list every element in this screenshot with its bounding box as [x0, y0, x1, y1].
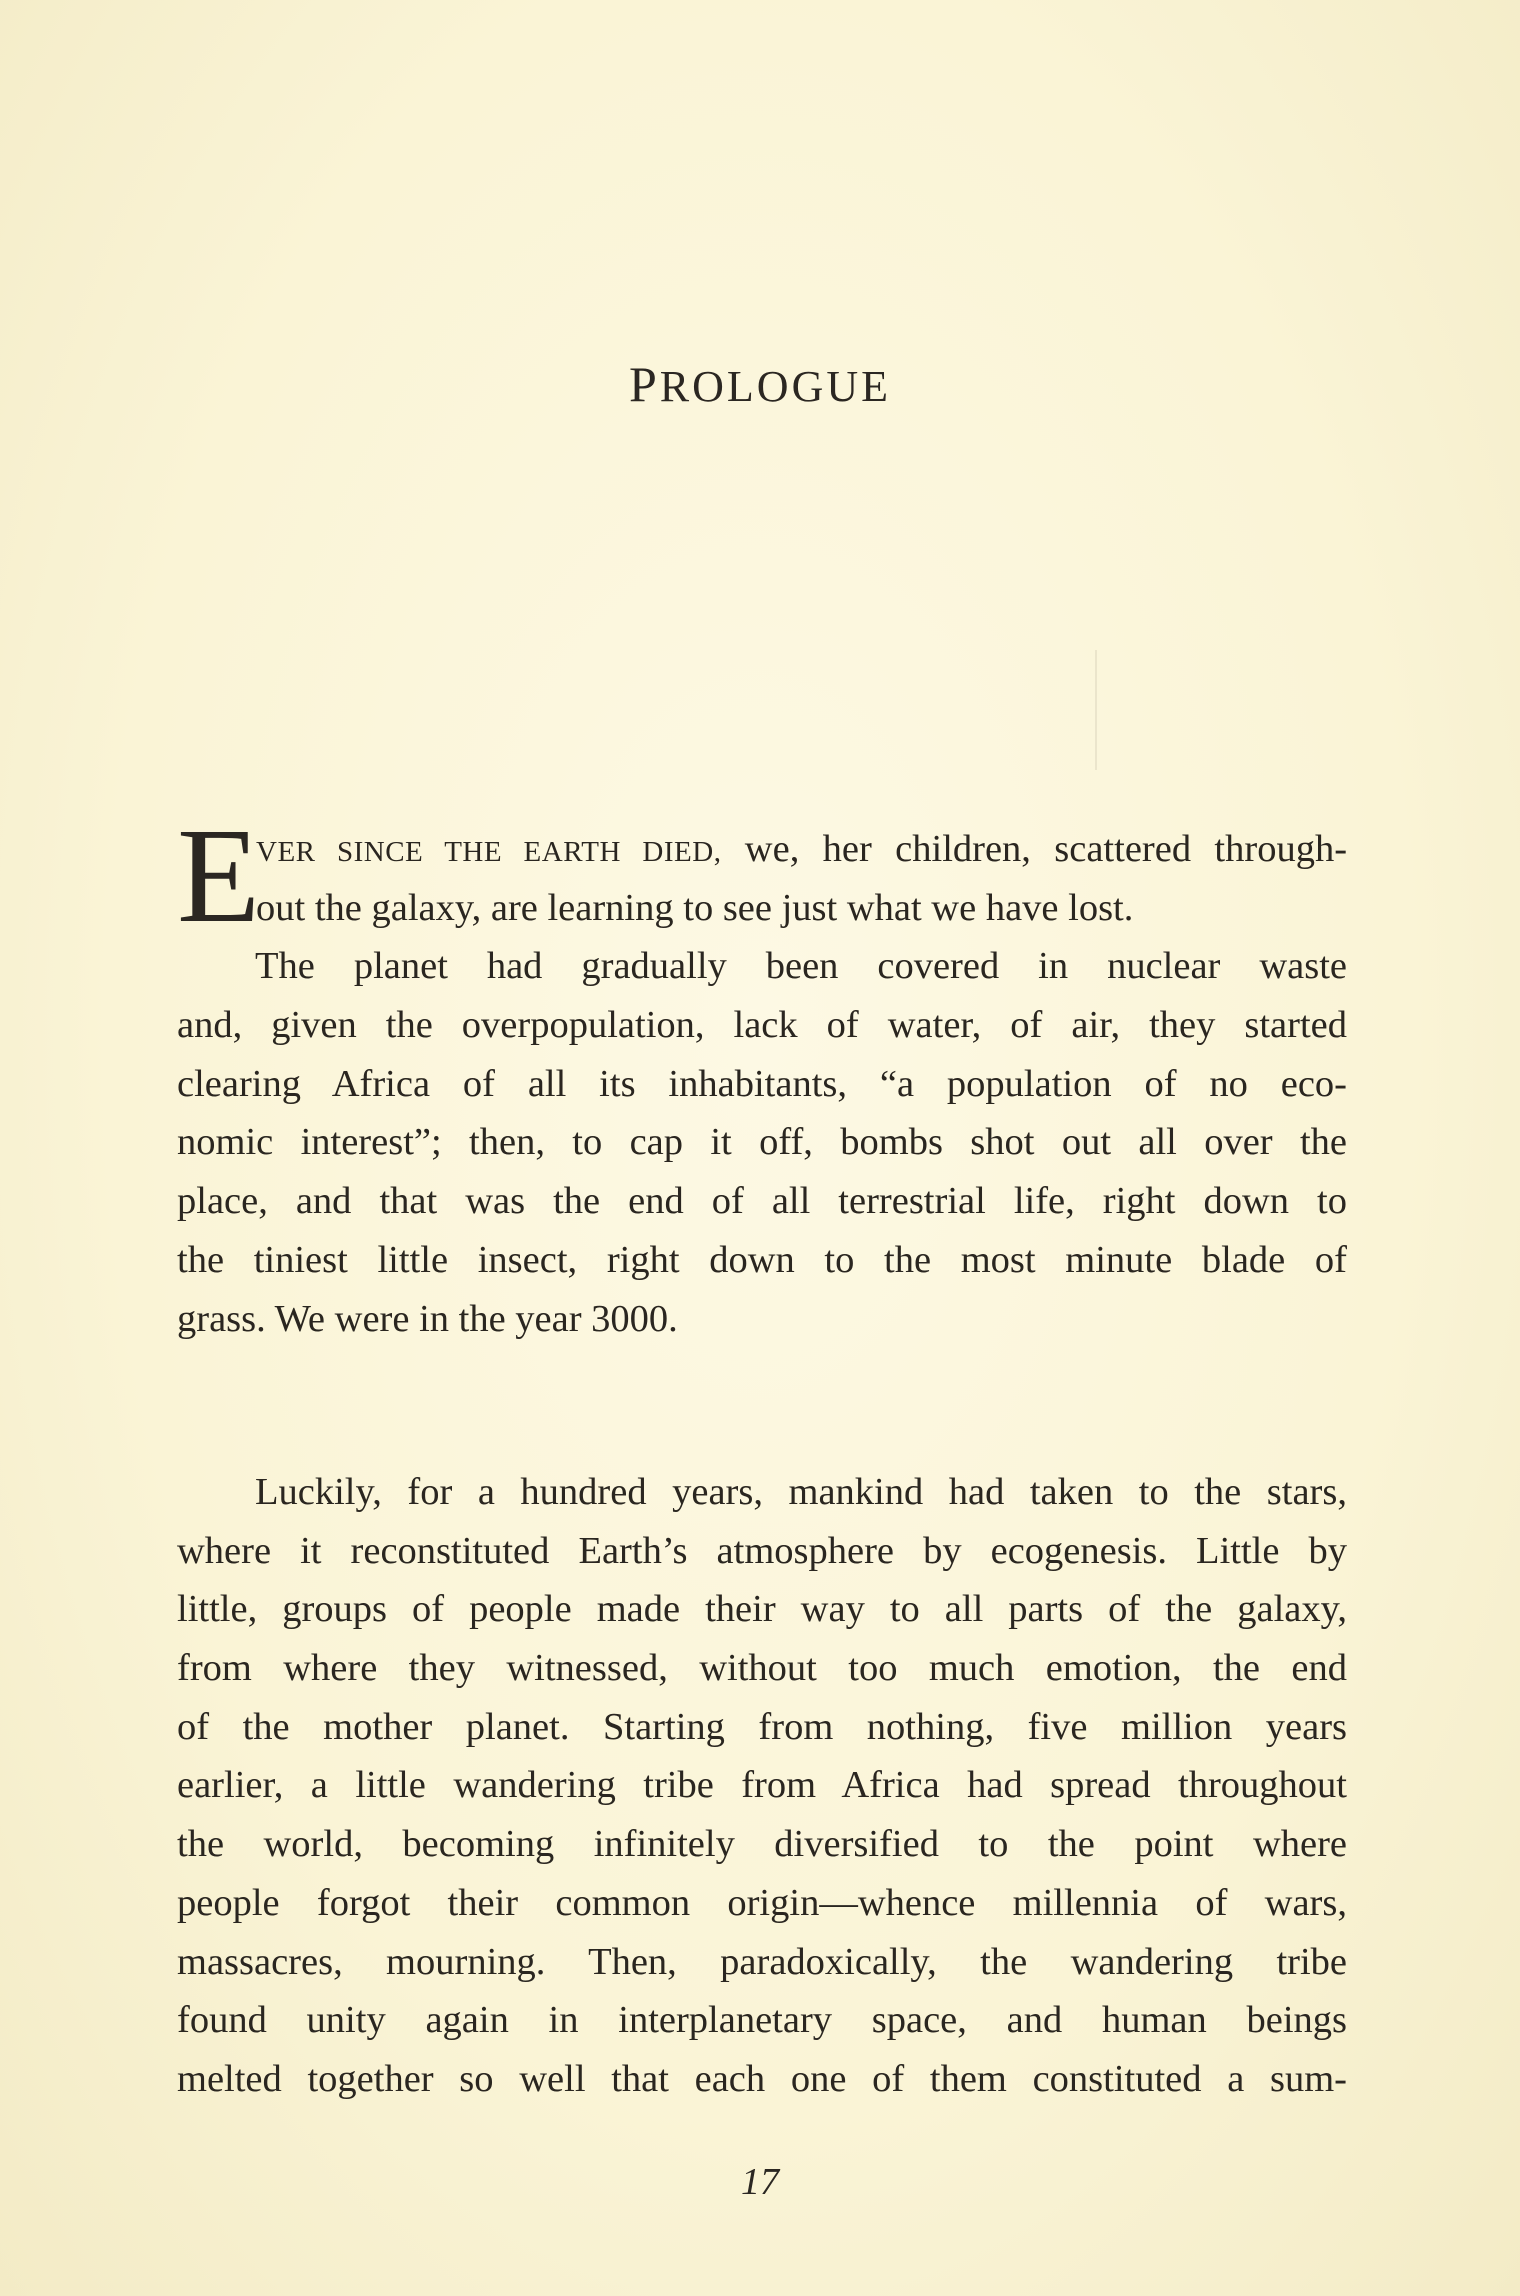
opening-smallcaps: VER SINCE THE EARTH DIED,	[256, 836, 722, 868]
text-line: grass. We were in the year 3000.	[177, 1297, 678, 1340]
text-line: and, given the overpopulation, lack of water, of air, they started	[177, 1004, 1347, 1047]
opening-line-2: out the galaxy, are learning to see just what we have lost.	[256, 886, 1134, 929]
text-line: little, groups of people made their way to all parts of the galaxy,	[177, 1588, 1347, 1631]
chapter-title	[0, 355, 1520, 413]
text-line: where it reconstituted Earth’s atmosphere by ecogenesis. Little by	[177, 1529, 1347, 1572]
text-line: clearing Africa of all its inhabitants, “a population of no eco-	[177, 1062, 1347, 1105]
drop-cap: E	[177, 801, 261, 951]
text-line: nomic interest”; then, to cap it off, bombs shot out all over the	[177, 1121, 1347, 1164]
chapter-title-initial: P	[628, 356, 660, 412]
opening-line-1-rest: we, her children, scattered through-	[721, 828, 1348, 870]
page-number: 17	[741, 2161, 779, 2203]
drop-cap-container	[177, 801, 261, 951]
text-line: the world, becoming infinitely diversified to the point where	[177, 1823, 1347, 1866]
paragraph-planet	[177, 937, 1347, 1348]
text-line: people forgot their common origin—whence millennia of wars,	[177, 1881, 1347, 1924]
text-line: from where they witnessed, without too much emotion, the end	[177, 1647, 1347, 1690]
text-line: Luckily, for a hundred years, mankind had taken to the stars,	[255, 1471, 1347, 1513]
text-line: earlier, a little wandering tribe from Africa had spread throughout	[177, 1764, 1347, 1807]
text-line: massacres, mourning. Then, paradoxically, the wandering tribe	[177, 1940, 1347, 1983]
opening-paragraph	[256, 820, 1347, 937]
paragraph-luckily	[177, 1463, 1347, 2109]
text-line: place, and that was the end of all terrestrial life, right down to	[177, 1180, 1347, 1223]
text-line: of the mother planet. Starting from nothing, five million years	[177, 1705, 1347, 1748]
text-line: melted together so well that each one of them constituted a sum-	[177, 2057, 1347, 2100]
chapter-title-rest: ROLOGUE	[659, 362, 891, 411]
text-line: found unity again in interplanetary space, and human beings	[177, 1999, 1347, 2042]
text-line: The planet had gradually been covered in nuclear waste	[255, 945, 1347, 988]
text-line: the tiniest little insect, right down to the most minute blade of	[177, 1238, 1347, 1281]
bleed-through-mark	[1095, 650, 1097, 770]
opening-line-1	[256, 820, 1347, 879]
